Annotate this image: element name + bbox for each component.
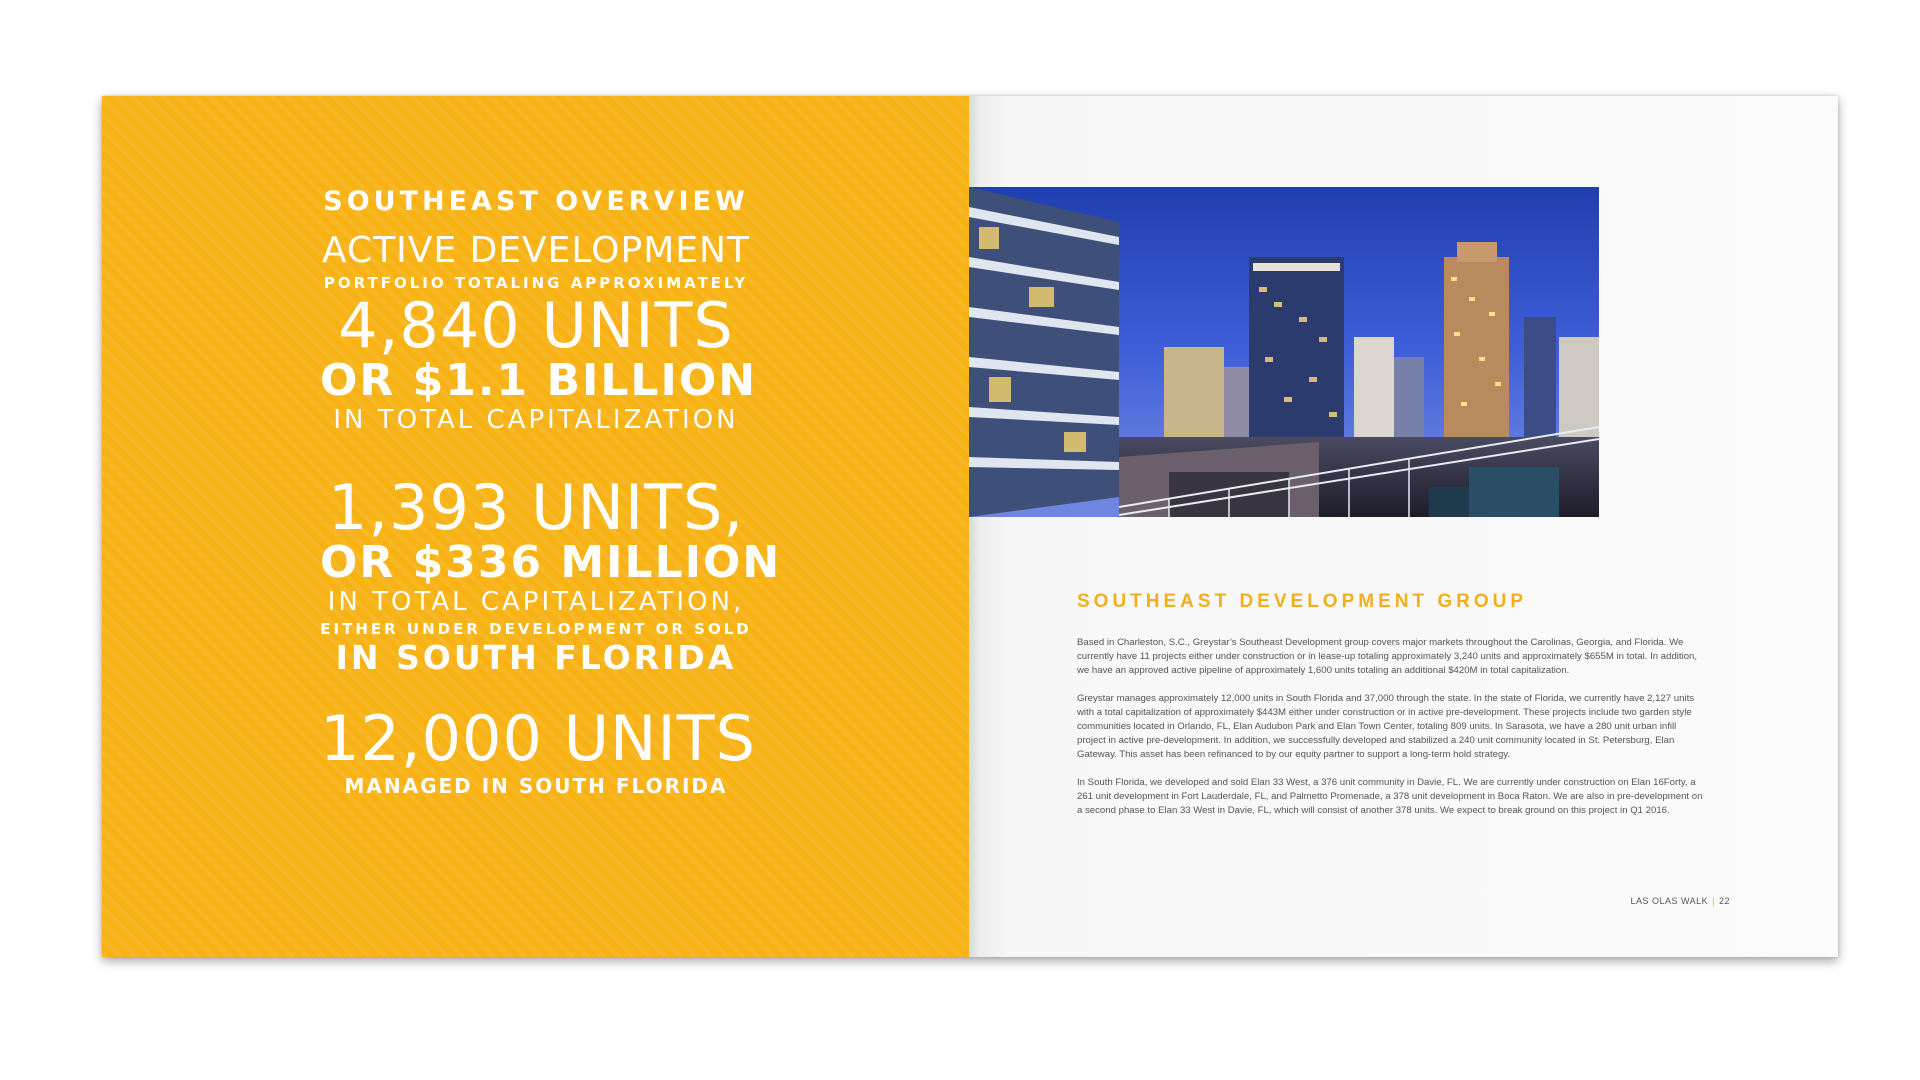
paragraph-3: In South Florida, we developed and sold Elan 33 West, a 376 unit community in Davie, FL. We are currently under construction on Elan 16Forty, a 261 unit development in Fort Lauderdale, FL, and Palmetto Promenade, a 378 unit development in Boca Raton. We are also in pre-development on a second phase to Elan 33 West in Davie, FL, which will consist of another 378 units. We expect to break ground on this project in Q1 2016. <box>1077 777 1703 816</box>
capitalization-line-2: IN TOTAL CAPITALIZATION, <box>327 587 745 617</box>
page-number: 22 <box>1718 896 1730 906</box>
south-florida-line: IN SOUTH FLORIDA <box>335 638 737 677</box>
active-development-heading: ACTIVE DEVELOPMENT <box>322 230 750 271</box>
folio-label: LAS OLAS WALK <box>1630 896 1709 906</box>
managed-line: MANAGED IN SOUTH FLORIDA <box>344 774 728 798</box>
left-page <box>102 96 969 957</box>
portfolio-line: PORTFOLIO TOTALING APPROXIMATELY <box>323 274 749 292</box>
development-or-sold-line: EITHER UNDER DEVELOPMENT OR SOLD <box>320 620 752 638</box>
capitalization-line-1: IN TOTAL CAPITALIZATION <box>333 405 739 435</box>
page-folio <box>1630 896 1730 906</box>
units-total-stat: 4,840 UNITS <box>338 289 734 362</box>
body-text <box>1077 636 1707 832</box>
section-title: SOUTHEAST DEVELOPMENT GROUP <box>1077 591 1528 612</box>
overview-heading: SOUTHEAST OVERVIEW <box>323 186 749 217</box>
stats-stack <box>320 186 782 798</box>
paragraph-2: Greystar manages approximately 12,000 units in South Florida and 37,000 through the state. In the state of Florida, we currently have 2,127 units with a total capitalization of approximately $443M either under construction or in active pre-development. These projects include two garden style communities located in Orlando, FL, Elan Audubon Park and Elan Town Center, totaling 809 units. In Sarasota, we have a 280 unit urban infill project in active pre-development. In addition, we successfully developed and stabilized a 240 unit community located in St. Petersburg, Elan Gateway. This asset has been refinanced to by our equity partner to support a long-term hold strategy. <box>1077 693 1695 760</box>
folio-separator: | <box>1712 896 1715 906</box>
brochure-spread <box>102 96 1838 957</box>
paragraph-1: Based in Charleston, S.C., Greystar’s Southeast Development group covers major markets throughout the Carolinas, Georgia, and Florida. We currently have 11 projects either under construction or in lease-up totaling approximately 3,240 units and approximately $655M in total. In addition, we have an approved active pipeline of approximately 1,600 units totaling an additional $420M in total capitalization. <box>1077 637 1698 676</box>
right-page <box>969 96 1838 957</box>
billion-stat: OR $1.1 BILLION <box>320 355 758 406</box>
city-skyline-photo <box>969 187 1599 517</box>
managed-units-stat: 12,000 UNITS <box>320 702 756 775</box>
million-stat: OR $336 MILLION <box>320 537 782 588</box>
south-florida-units-stat: 1,393 UNITS, <box>327 471 745 544</box>
